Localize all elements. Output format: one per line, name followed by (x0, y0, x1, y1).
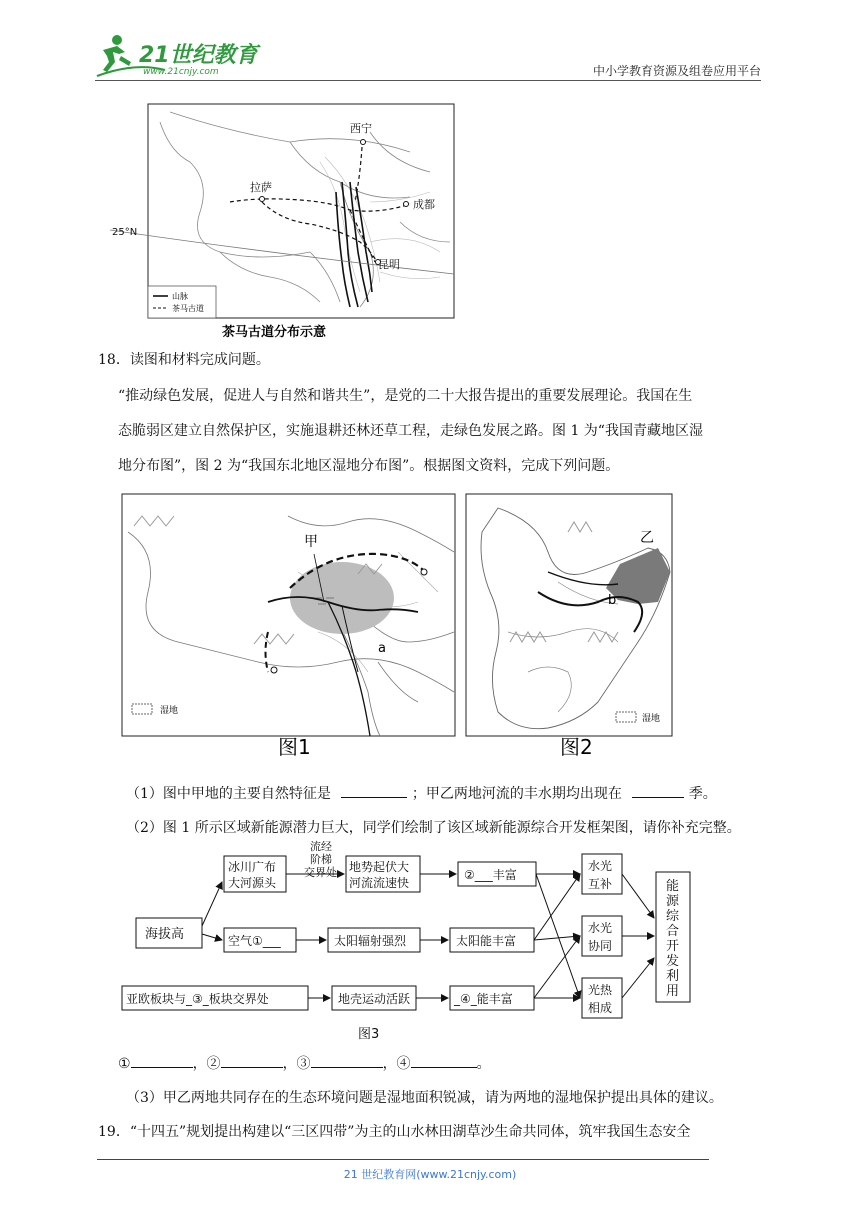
flow-label-1: 流经 (310, 840, 332, 853)
final-char: 合 (666, 924, 680, 939)
city-chengdu: 成都 (413, 198, 435, 211)
sub1-question (126, 783, 717, 804)
r1-line-2: 互补 (588, 877, 613, 891)
box-solar-radiation: 太阳辐射强烈 (334, 934, 407, 948)
sub3-question: （3）甲乙两地共同存在的生态环境问题是湿地面积锐减，请为两地的湿地保护提出具体的建议。 (126, 1090, 723, 1106)
box-glacier-1: 冰川广布 (228, 860, 277, 874)
box-crust-activity: 地壳运动活跃 (338, 992, 411, 1006)
final-box-text (666, 878, 680, 999)
flow-label-3: 交界处 (304, 866, 337, 879)
sub1-blank-1[interactable] (341, 783, 407, 798)
box-air: 空气①___ (228, 934, 281, 948)
answer-blank-4[interactable] (411, 1053, 477, 1068)
label-a: a (378, 641, 386, 656)
label-yi: 乙 (640, 530, 654, 546)
q18-para-3: 地分布图”，图 2 为“我国东北地区湿地分布图”。根据图文资料，完成下列问题。 (118, 458, 620, 474)
final-char: 利 (666, 969, 680, 984)
box-blank-4: _④_能丰富 (454, 992, 513, 1006)
final-char: 源 (666, 894, 680, 909)
page-header (95, 32, 761, 82)
footer-rule (97, 1159, 709, 1160)
answer-blank-2[interactable] (221, 1053, 283, 1068)
answer-blank-1[interactable] (131, 1053, 193, 1068)
q18-para-2: 态脆弱区建立自然保护区，实施退耕还林还草工程，走绿色发展之路。图 1 为“我国青藏地区湿 (118, 423, 703, 439)
legend-road: 茶马古道 (172, 304, 204, 313)
r1-line-1: 水光 (588, 859, 613, 873)
final-char: 用 (666, 984, 680, 999)
final-char: 发 (666, 954, 680, 969)
r3-line-2: 相成 (588, 1001, 613, 1015)
site-logo (95, 32, 265, 78)
logo-text: 21世纪教育 (139, 43, 258, 68)
sub1-part2: ；甲乙两地河流的丰水期均出现在 (411, 786, 622, 802)
fig2-caption: 图2 (560, 735, 593, 759)
logo-url: www.21cnjy.com (143, 67, 219, 77)
box-solar-energy: 太阳能丰富 (456, 934, 517, 948)
fig2-legend: 湿地 (642, 714, 661, 724)
answer-blank-3[interactable] (311, 1053, 383, 1068)
box-high-altitude: 海拔高 (145, 927, 185, 942)
page-footer: 21 世纪教育网(www.21cnjy.com) (343, 1168, 517, 1181)
box-glacier-2: 大河源头 (228, 876, 277, 890)
marker-2: ，② (192, 1056, 221, 1072)
box-plate-boundary: 亚欧板块与_③_板块交界处 (126, 992, 269, 1006)
final-char: 综 (666, 909, 680, 924)
city-kunming: 昆明 (378, 258, 400, 271)
wetland-figures (118, 492, 678, 760)
legend-mountain: 山脉 (172, 292, 188, 301)
energy-framework-diagram (118, 838, 718, 1048)
label-b: b (608, 593, 617, 608)
header-rule (95, 80, 761, 81)
city-lhasa: 拉萨 (250, 181, 272, 194)
lat-label: 25°N (112, 227, 138, 238)
sub1-part1: （1）图中甲地的主要自然特征是 (126, 786, 331, 802)
final-char: 开 (666, 939, 680, 954)
q18-para-1: “推动绿色发展，促进人与自然和谐共生”，是党的二十大报告提出的重要发展理论。我国在生 (118, 388, 693, 404)
flow-label-2: 阶梯 (310, 853, 332, 866)
diagram-caption: 图3 (358, 1027, 380, 1042)
box-blank-2: ②___丰富 (464, 868, 517, 882)
answer-blanks (118, 1053, 491, 1074)
sub1-blank-2[interactable] (632, 783, 684, 798)
marker-4: ，④ (382, 1056, 411, 1072)
marker-3: ，③ (282, 1056, 311, 1072)
final-char: 能 (666, 879, 680, 894)
fig1-caption: 图1 (278, 735, 311, 759)
r3-line-1: 光热 (588, 983, 613, 997)
tea-horse-road-map (110, 102, 460, 342)
label-jia: 甲 (304, 534, 318, 550)
sub2-question: （2）图 1 所示区域新能源潜力巨大，同学们绘制了该区域新能源综合开发框架图，请你补充完整。 (126, 820, 741, 836)
answer-end: 。 (476, 1056, 491, 1072)
box-terrain-2: 河流流速快 (349, 876, 410, 890)
fig1-legend: 湿地 (160, 706, 179, 716)
q19-text: 19．“十四五”规划提出构建以“三区四带”为主的山水林田湖草沙生命共同体，筑牢我国生态安全 (98, 1124, 691, 1140)
box-terrain-1: 地势起伏大 (349, 860, 410, 874)
map1-caption: 茶马古道分布示意 (222, 325, 327, 340)
r2-line-2: 协同 (588, 939, 613, 953)
city-xining: 西宁 (350, 122, 372, 135)
platform-name: 中小学教育资源及组卷应用平台 (592, 64, 761, 78)
q18-intro: 18．读图和材料完成问题。 (98, 352, 270, 368)
marker-1: ① (118, 1056, 131, 1072)
sub1-part3: 季。 (688, 786, 717, 802)
r2-line-1: 水光 (588, 921, 613, 935)
